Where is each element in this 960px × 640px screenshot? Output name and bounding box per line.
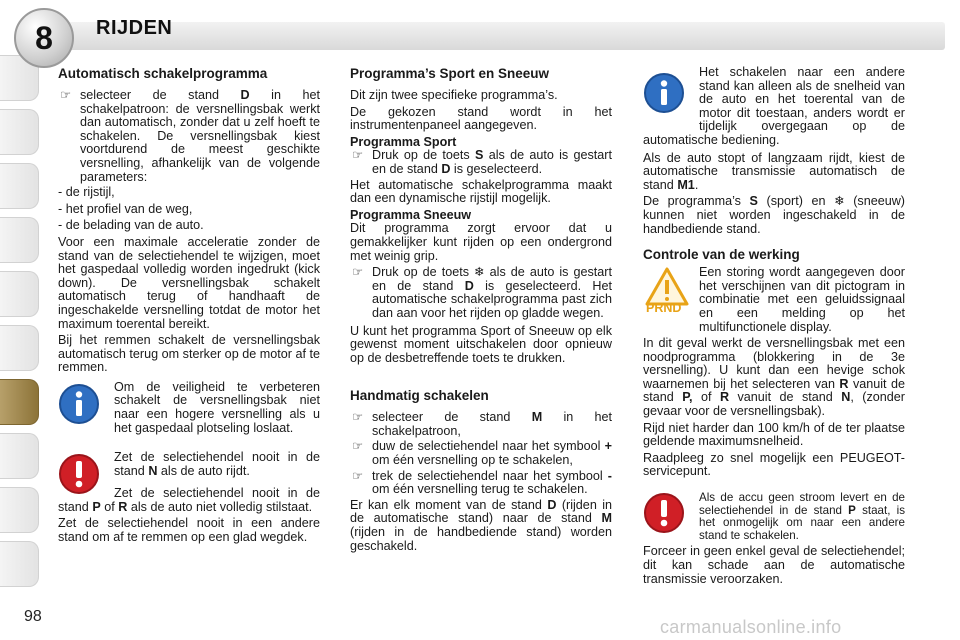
paragraph-force: Forceer in geen enkel geval de selectiehendel; dit kan schade aan de automatische transmissie veroorzaken. bbox=[643, 544, 905, 586]
column-3 bbox=[643, 66, 905, 589]
warning-text: Zet de selectiehendel nooit in de stand N als de auto rijdt. bbox=[114, 450, 320, 478]
header-bar bbox=[60, 22, 945, 50]
pointing-hand-icon: ☞ bbox=[352, 439, 364, 454]
pointing-hand-icon: ☞ bbox=[352, 265, 364, 280]
side-tab[interactable] bbox=[0, 433, 39, 479]
snowflake-icon: ❄ bbox=[834, 194, 845, 209]
page-number: 98 bbox=[24, 608, 42, 625]
prnd-box: PRND Een storing wordt aangegeven door het verschijnen van dit pictogram in combinatie met een geluidssignaal en een melding op het multifunctionele display. bbox=[643, 266, 905, 334]
pointing-hand-icon: ☞ bbox=[352, 410, 364, 425]
watermark: carmanualsonline.info bbox=[660, 617, 842, 637]
snowflake-icon: ❄ bbox=[474, 265, 485, 280]
bullet-item: ☞ Druk op de toets ❄ als de auto is gestart en de stand D is geselecteerd. Het automatische schakelprogramma past zich dan aan voor het rijden op gladde wegen. bbox=[352, 265, 612, 320]
side-tab[interactable] bbox=[0, 487, 39, 533]
bullet-item: ☞ trek de selectiehendel naar het symbool - om één versnelling terug te schakelen. bbox=[352, 468, 612, 497]
side-tab[interactable] bbox=[0, 109, 39, 155]
pointing-hand-icon: ☞ bbox=[60, 88, 72, 102]
info-text: Om de veiligheid te verbeteren schakelt de versnellingsbak niet naar een hogere versnelling als u het gaspedaal plotseling loslaat. bbox=[114, 379, 320, 435]
side-tab[interactable] bbox=[0, 541, 39, 587]
info-box bbox=[643, 66, 905, 148]
bullet-item: ☞ selecteer de stand M in het schakelpatroon, bbox=[352, 410, 613, 438]
warning-icon bbox=[643, 492, 699, 532]
warning-box: Als de accu geen stroom levert en de selectiehendel in de stand P staat, is het onmogelijk om naar een andere stand te schakelen. bbox=[643, 492, 905, 542]
pointing-hand-icon: ☞ bbox=[352, 148, 364, 163]
column-2: Programma’s Sport en Sneeuw Dit zijn twee specifieke programma’s. De gekozen stand wordt in het instrumentenpaneel aangegeven. Programma Sport ☞ Druk op de toets S als de auto is gestart en de stand D is geselecteerd. Het automatische schakelprogramma maakt dan een dynamische rijstijl mogelijk. Programma Sneeuw Dit programma zorgt ervoor dat u gemakkelijker kunt rijden op een ondergrond met weinig grip. ☞ Druk op de toets ❄ als de auto is gestart en de stand D is geselecteerd. Het automatische schakelprogramma past zich dan aan voor het rijden op gladde wegen. U kunt het programma Sport of Sneeuw op elk gewenst moment uitschakelen door opnieuw op de desbetreffende toets te drukken. Handmatig schakelen ☞ selecteer de stand M in het schakelpatroon, ☞ duw de selectiehendel naar het symbool + om één versnelling op te schakelen, ☞ trek de selectiehendel naar het symbool - om één versnelling terug te schakelen. Er kan elk moment van de stand D (rijden in de automatische stand) naar de stand M (rijden in de handbediende stand) worden geschakeld. bbox=[350, 66, 613, 553]
prnd-warning-icon bbox=[643, 266, 699, 322]
column-1 bbox=[58, 66, 320, 548]
paragraph-programs: De programma’s S (sport) en ❄ (sneeuw) kunnen niet worden ingeschakeld in de handbediende stand. bbox=[643, 194, 906, 236]
chapter-number: 8 bbox=[35, 19, 53, 56]
param-item: - de rijstijl, bbox=[58, 185, 115, 200]
paragraph-fault: In dit geval werkt de versnellingsbak met een noodprogramma (blokkering in de 3e versnelling). U kunt dan een hevige schok waarnemen bij het selecteren van R vanuit de stand P, of R vanuit de stand N, (zonder gevaar voor de versnellingsbak). bbox=[643, 336, 906, 419]
warning-icon bbox=[58, 453, 100, 499]
warning-box bbox=[58, 451, 320, 503]
param-item: - het profiel van de weg, bbox=[58, 201, 193, 216]
paragraph-braking: Bij het remmen schakelt de versnellingsbak automatisch terug om sterker op de motor af te remmen. bbox=[58, 333, 320, 375]
section-heading-manual: Handmatig schakelen bbox=[350, 388, 489, 404]
info-icon bbox=[643, 72, 685, 118]
warning-text: Zet de selectiehendel nooit in een andere stand om af te remmen op een glad wegdek. bbox=[58, 516, 320, 545]
section-heading-automatic: Automatisch schakelprogramma bbox=[58, 66, 268, 81]
bullet-item: ☞ duw de selectiehendel naar het symbool + om één versnelling op te schakelen, bbox=[352, 439, 612, 468]
prnd-label: PRND bbox=[646, 301, 682, 316]
side-tab[interactable] bbox=[0, 271, 39, 317]
section-heading-sport-snow: Programma’s Sport en Sneeuw bbox=[350, 66, 550, 81]
info-box bbox=[58, 381, 320, 435]
side-tab-active[interactable] bbox=[0, 379, 39, 425]
paragraph-kickdown: Voor een maximale acceleratie zonder de stand van de selectiehendel te wijzigen, moet het gaspedaal volledig worden ingedrukt (kick down). De versnellingsbak schakelt automatisch terug of handhaaft de ingeschakelde versnelling totdat de motor het maximum toerental bereikt. bbox=[58, 234, 320, 331]
pointing-hand-icon: ☞ bbox=[352, 468, 364, 483]
chapter-number-badge bbox=[14, 8, 74, 68]
paragraph-m1: Als de auto stopt of langzaam rijdt, kiest de automatische transmissie automatisch de stand M1. bbox=[643, 150, 905, 192]
side-tab[interactable] bbox=[0, 163, 39, 209]
info-icon bbox=[58, 383, 100, 429]
warning-text: Zet de selectiehendel nooit in de stand P of R als de auto niet volledig stilstaat. bbox=[58, 486, 320, 514]
paragraph-switch: Er kan elk moment van de stand D (rijden in de automatische stand) naar de stand M (rijden in de handbediende stand) worden geschakeld. bbox=[350, 497, 613, 553]
info-text: Het schakelen naar een andere stand kan alleen als de snelheid van de auto en het toerental van de motor dit toestaan, anders wordt er tijdelijk overgegaan op de automatische bediening. bbox=[643, 65, 905, 147]
section-heading-check: Controle van de werking bbox=[643, 247, 800, 263]
param-item: - de belading van de auto. bbox=[58, 218, 204, 233]
subheading-sport: Programma Sport bbox=[350, 134, 457, 149]
bullet-item: ☞ Druk op de toets S als de auto is gestart en de stand D is geselecteerd. bbox=[352, 148, 613, 176]
bullet-item: ☞ selecteer de stand D in het schakelpatroon: de versnellingsbak werkt dan automatisch, zonder dat u zelf hoeft te schakelen. De versnellingsbak kiest voortdurend de meest geschikte versnelling, afhankelijk van de volgende parameters: bbox=[60, 88, 320, 184]
paragraph-speed: Rijd niet harder dan 100 km/h of de ter plaatse geldende maximumsnelheid. bbox=[643, 420, 905, 449]
side-tab[interactable] bbox=[0, 217, 39, 263]
side-tab[interactable] bbox=[0, 325, 39, 371]
subheading-snow: Programma Sneeuw bbox=[350, 207, 472, 222]
side-tabs bbox=[0, 55, 44, 595]
paragraph-peugeot: Raadpleeg zo snel mogelijk een PEUGEOT-servicepunt. bbox=[643, 450, 905, 479]
chapter-title: RIJDEN bbox=[96, 17, 173, 39]
